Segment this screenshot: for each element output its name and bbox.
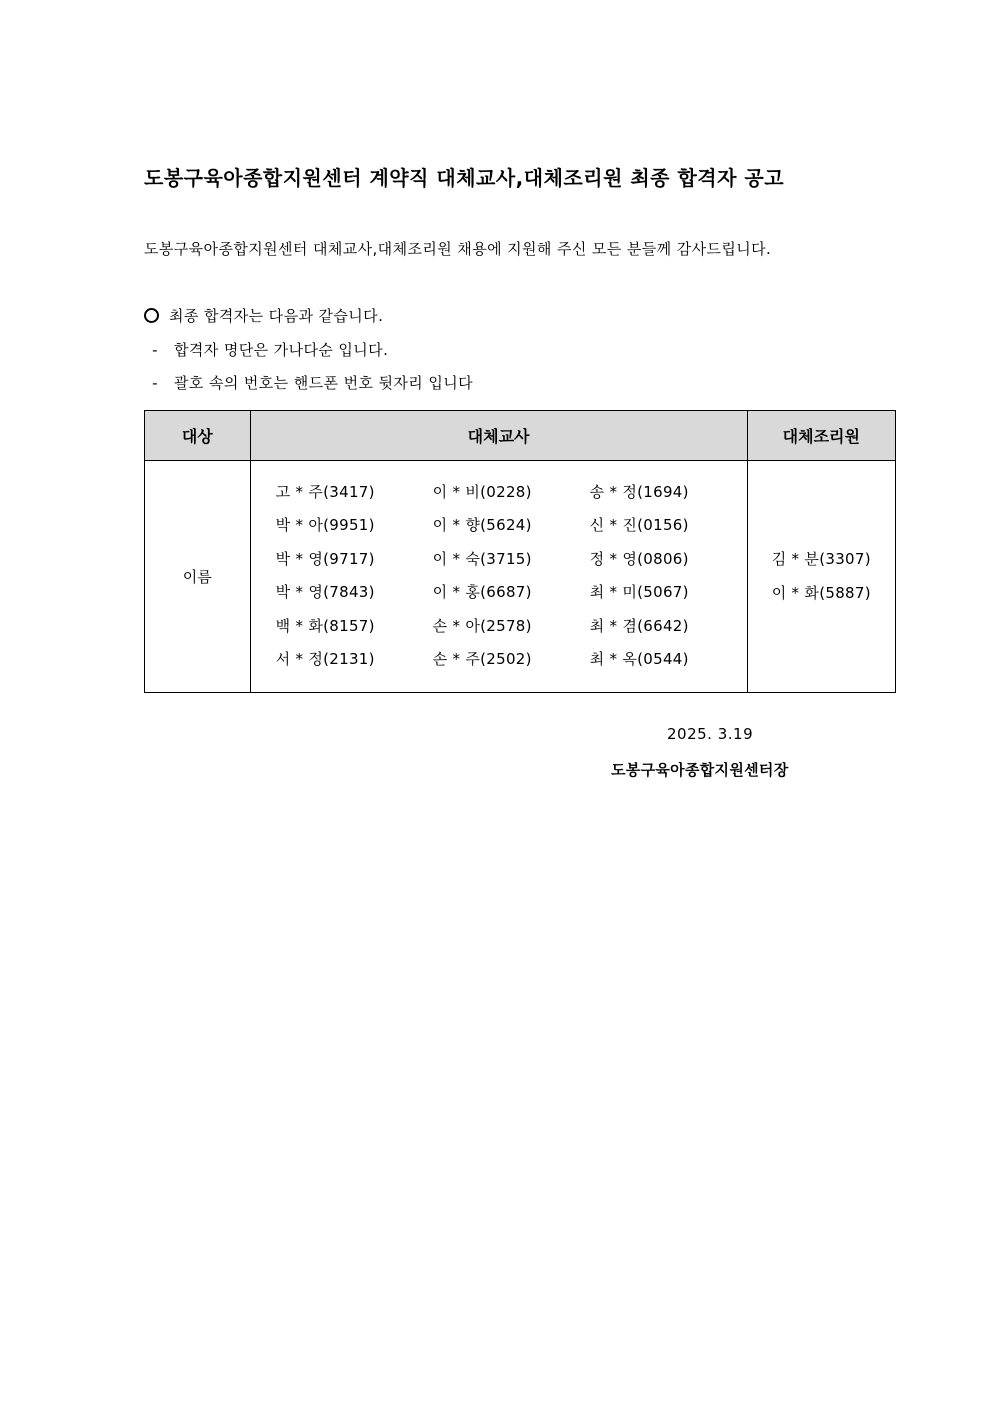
notice-line-2 bbox=[144, 339, 388, 360]
teacher-name: 박 * 영(9717) bbox=[275, 549, 375, 568]
teacher-name: 정 * 영(0806) bbox=[589, 549, 689, 568]
teacher-names-cell bbox=[250, 461, 747, 693]
teacher-name: 이 * 향(5624) bbox=[432, 516, 532, 535]
teacher-name: 손 * 아(2578) bbox=[432, 616, 532, 635]
results-table bbox=[144, 410, 896, 693]
table-row bbox=[145, 461, 896, 693]
header-substitute-cook: 대체조리원 bbox=[747, 411, 895, 461]
dash-marker: - bbox=[152, 340, 158, 359]
teacher-name: 이 * 비(0228) bbox=[432, 483, 532, 501]
table-header-row bbox=[145, 411, 896, 461]
intro-text: 도봉구육아종합지원센터 대체교사,대체조리원 채용에 지원해 주신 모든 분들께 감사드립니다. bbox=[144, 240, 772, 258]
teacher-name: 손 * 주(2502) bbox=[432, 649, 532, 668]
teacher-name: 최 * 미(5067) bbox=[589, 583, 689, 602]
cook-names-cell bbox=[747, 461, 895, 693]
notice-line-1-text: 최종 합격자는 다음과 같습니다. bbox=[169, 307, 384, 325]
teacher-name: 서 * 정(2131) bbox=[275, 649, 375, 668]
teacher-name: 송 * 정(1694) bbox=[589, 483, 689, 501]
notice-line-3-text: 괄호 속의 번호는 핸드폰 번호 뒷자리 입니다 bbox=[174, 374, 474, 392]
circle-bullet-icon bbox=[144, 308, 159, 323]
notice-line-2-text: 합격자 명단은 가나다순 입니다. bbox=[174, 341, 389, 359]
issuer-signature: 도봉구육아종합지원센터장 bbox=[611, 761, 789, 779]
page-title: 도봉구육아종합지원센터 계약직 대체교사,대체조리원 최종 합격자 공고 bbox=[144, 166, 785, 190]
teacher-name: 최 * 겸(6642) bbox=[589, 616, 689, 635]
teacher-name: 고 * 주(3417) bbox=[275, 483, 375, 501]
header-substitute-teacher: 대체교사 bbox=[250, 411, 747, 461]
teacher-name: 박 * 아(9951) bbox=[275, 516, 375, 535]
cook-name: 이 * 화(5887) bbox=[771, 583, 871, 602]
cook-name: 김 * 분(3307) bbox=[771, 550, 871, 569]
teacher-name: 박 * 영(7843) bbox=[275, 583, 375, 602]
notice-line-1 bbox=[144, 305, 383, 326]
dash-marker: - bbox=[152, 373, 158, 392]
notice-line-3 bbox=[144, 372, 473, 393]
notice-date: 2025. 3.19 bbox=[667, 725, 754, 743]
teacher-name: 이 * 홍(6687) bbox=[432, 583, 532, 602]
teacher-name: 백 * 화(8157) bbox=[275, 616, 375, 635]
teacher-name: 이 * 숙(3715) bbox=[432, 549, 532, 568]
row-label-name: 이름 bbox=[145, 461, 251, 693]
teacher-name: 신 * 진(0156) bbox=[589, 516, 689, 535]
teacher-name-grid bbox=[251, 461, 747, 681]
header-target: 대상 bbox=[145, 411, 251, 461]
teacher-name: 최 * 옥(0544) bbox=[589, 649, 689, 668]
